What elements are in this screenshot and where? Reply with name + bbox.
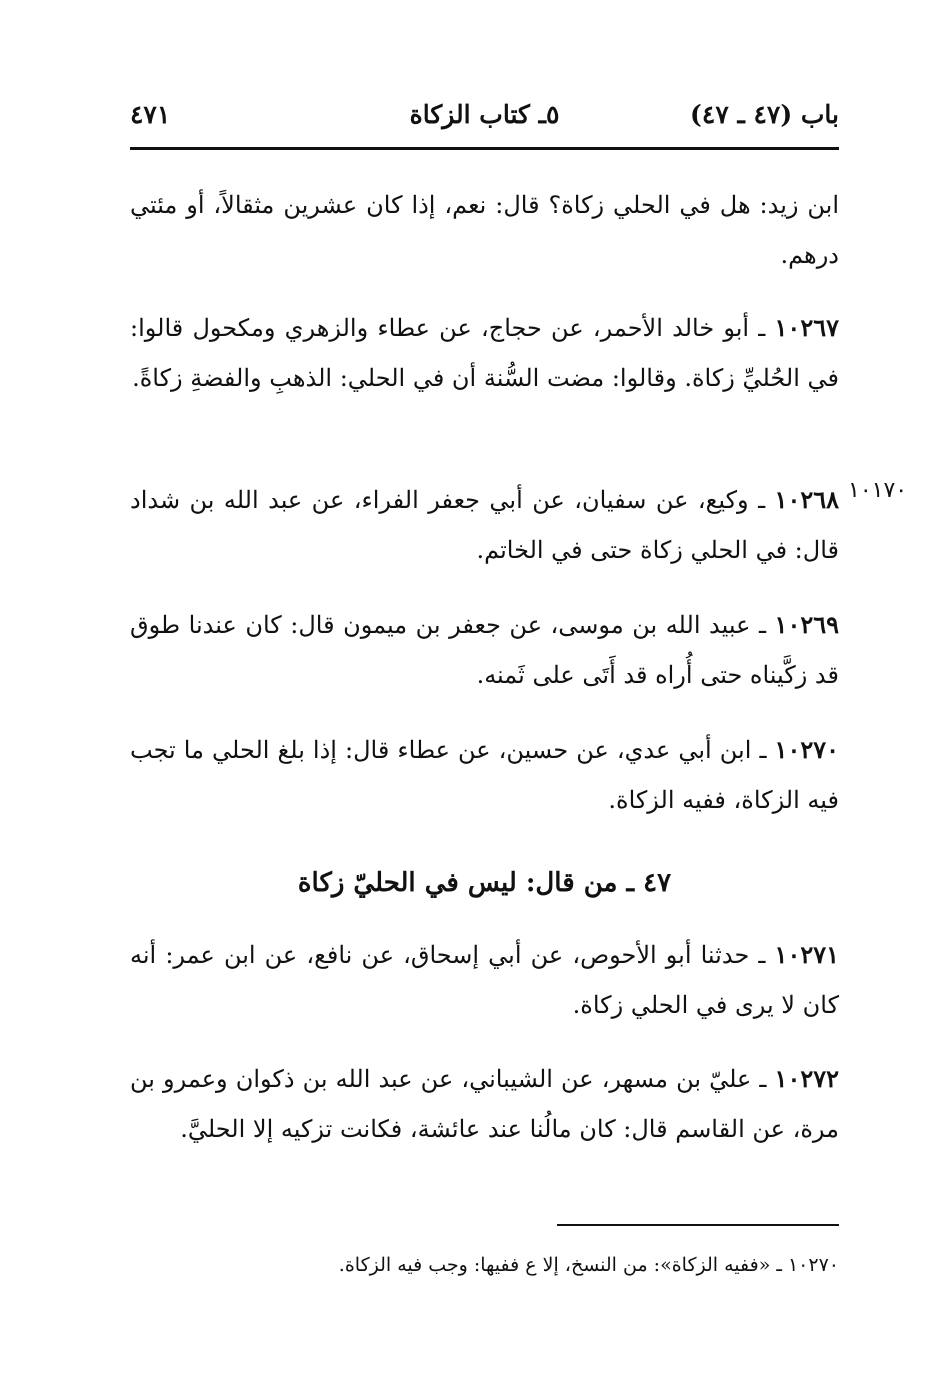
hadith-10270 bbox=[130, 725, 839, 825]
running-header bbox=[130, 100, 839, 140]
section-heading: ٤٧ ـ من قال: ليس في الحليّ زكاة bbox=[297, 868, 672, 898]
hadith-10268 bbox=[130, 475, 839, 575]
paragraph-text: ـ وكيع، عن سفيان، عن أبي جعفر الفراء، عن عبد الله بن شداد قال: في الحلي زكاة حتى في الخاتم. bbox=[130, 486, 839, 564]
hadith-number: ١٠٢٧٢ bbox=[774, 1064, 839, 1093]
book-title: ٥ـ كتاب الزكاة bbox=[409, 100, 560, 129]
hadith-number: ١٠٢٧٠ bbox=[774, 735, 839, 764]
paragraph-text: ـ أبو خالد الأحمر، عن حجاج، عن عطاء والزهري ومكحول قالوا: في الحُليِّ زكاة. وقالوا: مضت السُّنة أن في الحلي: الذهبِ والفضةِ زكاةً. bbox=[130, 314, 839, 392]
hadith-number: ١٠٢٧١ bbox=[774, 940, 839, 969]
footnote: ١٠٢٧٠ ـ «ففيه الزكاة»: من النسخ، إلا ع ففيها: وجب فيه الزكاة. bbox=[338, 1254, 839, 1276]
hadith-10267 bbox=[130, 303, 839, 403]
hadith-number: ١٠٢٦٨ bbox=[774, 485, 839, 514]
paragraph-text: ـ حدثنا أبو الأحوص، عن أبي إسحاق، عن نافع، عن ابن عمر: أنه كان لا يرى في الحلي زكاة. bbox=[130, 941, 839, 1019]
margin-reference-number: ١٠١٧٠ bbox=[848, 478, 908, 503]
chapter-reference: باب (٤٧ ـ ٤٧) bbox=[690, 100, 839, 129]
paragraph-text: ـ عليّ بن مسهر، عن الشيباني، عن عبد الله بن ذكوان وعمرو بن مرة، عن القاسم قال: كان مالُنا عند عائشة، فكانت تزكيه إلا الحليَّ. bbox=[130, 1065, 839, 1143]
paragraph-continuation bbox=[130, 180, 839, 280]
hadith-10272 bbox=[130, 1054, 839, 1154]
paragraph-text: ـ ابن أبي عدي، عن حسين، عن عطاء قال: إذا بلغ الحلي ما تجب فيه الزكاة، ففيه الزكاة. bbox=[130, 736, 839, 814]
page-number: ٤٧١ bbox=[130, 100, 171, 129]
hadith-10269 bbox=[130, 600, 839, 700]
hadith-number: ١٠٢٦٩ bbox=[774, 610, 839, 639]
paragraph-text: ابن زيد: هل في الحلي زكاة؟ قال: نعم، إذا كان عشرين مثقالاً، أو مئتي درهم. bbox=[130, 191, 839, 269]
paragraph-text: ـ عبيد الله بن موسى، عن جعفر بن ميمون قال: كان عندنا طوق قد زكَّيناه حتى أُراه قد أَتَى على ثَمنه. bbox=[130, 611, 839, 689]
hadith-10271 bbox=[130, 930, 839, 1030]
header-rule bbox=[130, 147, 839, 150]
footnote-rule bbox=[557, 1224, 839, 1226]
hadith-number: ١٠٢٦٧ bbox=[774, 313, 839, 342]
